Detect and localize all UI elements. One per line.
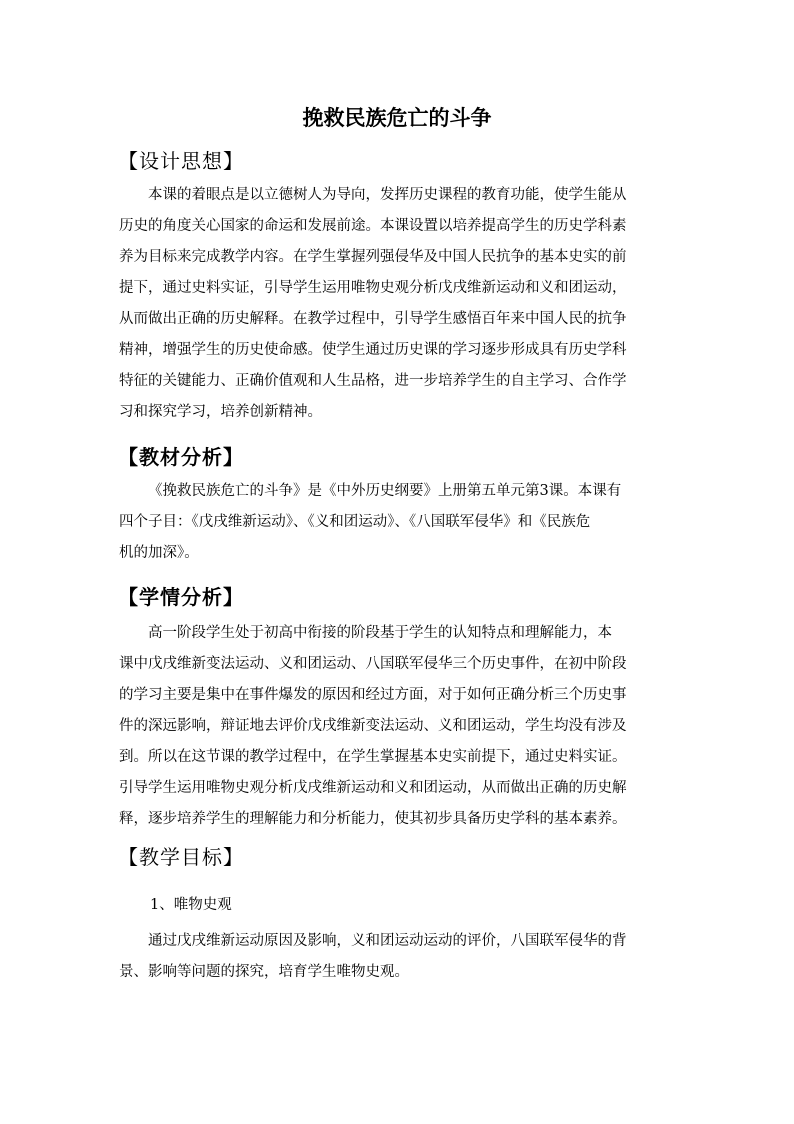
paragraph-line: 通过戊戌维新运动原因及影响，义和团运动运动的评价，八国联军侵华的背 <box>148 933 627 949</box>
paragraph-students <box>119 618 679 835</box>
paragraph-line: 本课的着眼点是以立德树人为导向，发挥历史课程的教育功能，使学生能从 <box>148 187 627 203</box>
paragraph-line: 《挽救民族危亡的斗争》是《中外历史纲要》上册第五单元第3课。本课有 <box>148 483 622 499</box>
paragraph-line: 提下，通过史料实证，引导学生运用唯物史观分析戊戌维新运动和义和团运动， <box>119 280 627 296</box>
document-title: 挽救民族危亡的斗争 <box>302 105 492 130</box>
paragraph-line: 件的深远影响，辩证地去评价戊戌维新变法运动、义和团运动，学生均没有涉及 <box>119 718 627 734</box>
paragraph-line: 从而做出正确的历史解释。在教学过程中，引导学生感悟百年来中国人民的抗争 <box>119 311 627 327</box>
section-heading-students: 【学情分析】 <box>118 585 244 609</box>
paragraph-line: 机的加深》。 <box>119 545 199 561</box>
section-heading-objectives: 【教学目标】 <box>118 845 244 869</box>
paragraph-line: 到。所以在这节课的教学过程中，在学生掌握基本史实前提下，通过史料实证。 <box>119 749 627 765</box>
paragraph-line: 的学习主要是集中在事件爆发的原因和经过方面，对于如何正确分析三个历史事 <box>119 687 627 703</box>
paragraph-line: 养为目标来完成教学内容。在学生掌握列强侵华及中国人民抗争的基本史实的前 <box>119 249 627 265</box>
paragraph-materials <box>119 476 679 569</box>
paragraph-objectives <box>119 926 679 988</box>
paragraph-design <box>119 180 679 428</box>
paragraph-line: 精神，增强学生的历史使命感。使学生通过历史课的学习逐步形成具有历史学科 <box>119 342 627 358</box>
paragraph-line: 特征的关键能力、正确价值观和人生品格，进一步培养学生的自主学习、合作学 <box>119 373 627 389</box>
paragraph-line: 四个子目：《戊戌维新运动》、《义和团运动》、《八国联军侵华》和《民族危 <box>119 514 591 530</box>
section-heading-materials: 【教材分析】 <box>118 445 244 469</box>
paragraph-line: 高一阶段学生处于初高中衔接的阶段基于学生的认知特点和理解能力，本 <box>148 625 612 641</box>
paragraph-line: 引导学生运用唯物史观分析戊戌维新运动和义和团运动，从而做出正确的历史解 <box>119 780 627 796</box>
paragraph-line: 景、影响等问题的探究，培育学生唯物史观。 <box>119 964 409 980</box>
paragraph-line: 释，逐步培养学生的理解能力和分析能力，使其初步具备历史学科的基本素养。 <box>119 811 627 827</box>
paragraph-line: 历史的角度关心国家的命运和发展前途。本课设置以培养提高学生的历史学科素 <box>119 218 627 234</box>
objective-item: 1、唯物史观 <box>150 897 232 913</box>
paragraph-line: 习和探究学习，培养创新精神。 <box>119 404 322 420</box>
paragraph-line: 课中戊戌维新变法运动、义和团运动、八国联军侵华三个历史事件，在初中阶段 <box>119 656 627 672</box>
section-heading-design: 【设计思想】 <box>118 149 244 173</box>
